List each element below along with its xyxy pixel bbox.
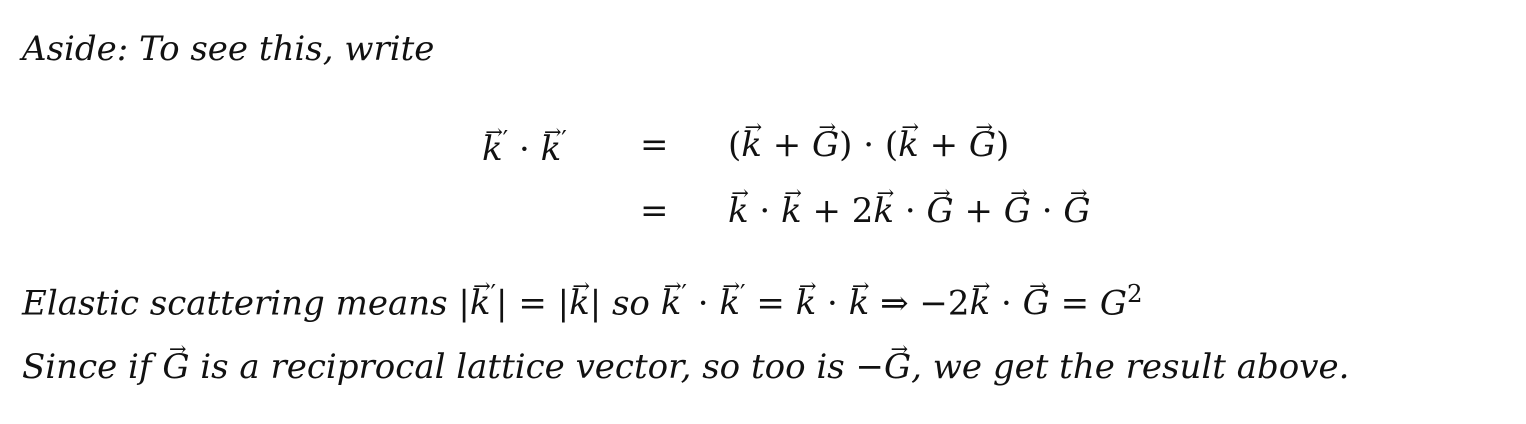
vec-G: → G xyxy=(926,194,953,228)
vec-k: → k xyxy=(719,286,740,320)
vec-G: → G xyxy=(1063,194,1090,228)
aside-text: Aside: To see this, write xyxy=(22,29,435,69)
G-squared-exponent: 2 xyxy=(1127,279,1143,308)
vec-k: → k xyxy=(569,286,590,320)
plus-operator: + xyxy=(772,125,802,165)
dot-operator: · xyxy=(1000,283,1012,324)
equals: = xyxy=(1060,283,1090,324)
abs-bar: | xyxy=(458,283,470,324)
paren-open: ( xyxy=(728,125,742,165)
paren-close: ) xyxy=(839,125,853,165)
abs-bar: | xyxy=(496,283,508,324)
so-word: so xyxy=(611,283,650,324)
dot-operator: · xyxy=(863,125,875,165)
equation-1-rhs xyxy=(728,125,1010,165)
prime: ′ xyxy=(681,279,687,308)
vec-G: → G xyxy=(162,350,189,384)
elastic-scattering-line xyxy=(22,279,1143,324)
vec-k: → k xyxy=(741,128,762,162)
prime: ′ xyxy=(502,125,509,154)
prime: ′ xyxy=(739,279,746,308)
since-prefix: Since if xyxy=(22,347,163,387)
dot-operator: · xyxy=(904,191,916,231)
implies-arrow: ⇒ xyxy=(880,283,909,324)
abs-bar: | xyxy=(589,283,602,324)
equals: = xyxy=(518,283,547,324)
vec-k: → k xyxy=(898,128,919,162)
minus-sign: − xyxy=(855,347,884,387)
vec-G: → G xyxy=(1004,194,1031,228)
vec-k: → k xyxy=(728,194,749,228)
vec-k: → k xyxy=(661,286,682,320)
since-mid: is a reciprocal lattice vector, so too is xyxy=(189,347,856,387)
since-line xyxy=(22,347,1350,387)
plus-operator: + xyxy=(964,191,993,231)
equals: = xyxy=(756,283,785,324)
vec-G: → G xyxy=(969,128,996,162)
vec-k: → k xyxy=(781,194,802,228)
neg-two: −2 xyxy=(919,283,970,324)
vec-G: → G xyxy=(812,128,839,162)
vec-k: → k xyxy=(796,286,817,320)
since-suffix: , we get the result above. xyxy=(911,347,1350,387)
vec-G: → G xyxy=(884,350,911,384)
equation-2-rhs xyxy=(728,191,1091,231)
paren-close: ) xyxy=(996,125,1010,165)
elastic-prefix: Elastic scattering means xyxy=(22,283,459,324)
vec-k: → k xyxy=(873,194,894,228)
vec-k: → k xyxy=(849,286,870,320)
dot-operator: · xyxy=(827,283,838,324)
plus-operator: + xyxy=(929,125,959,165)
dot-operator: · xyxy=(518,129,530,170)
equation-1-equals: = xyxy=(640,125,669,165)
prime: ′ xyxy=(490,279,497,308)
vec-G: → G xyxy=(1023,286,1050,320)
abs-bar: | xyxy=(557,283,570,324)
equation-2-equals: = xyxy=(640,191,669,231)
vec-k: → k xyxy=(970,286,991,320)
dot-operator: · xyxy=(759,191,771,231)
dot-operator: · xyxy=(697,283,709,324)
coefficient-2: 2 xyxy=(851,191,874,231)
vec-k: → k xyxy=(470,286,491,320)
dot-operator: · xyxy=(1041,191,1053,231)
vec-k: → k xyxy=(482,132,503,166)
plus-operator: + xyxy=(812,191,841,231)
equation-1-lhs xyxy=(482,125,567,170)
vec-k: → k xyxy=(541,132,562,166)
paren-open: ( xyxy=(884,125,899,165)
G-squared-base: G xyxy=(1099,283,1128,324)
prime: ′ xyxy=(561,125,567,154)
